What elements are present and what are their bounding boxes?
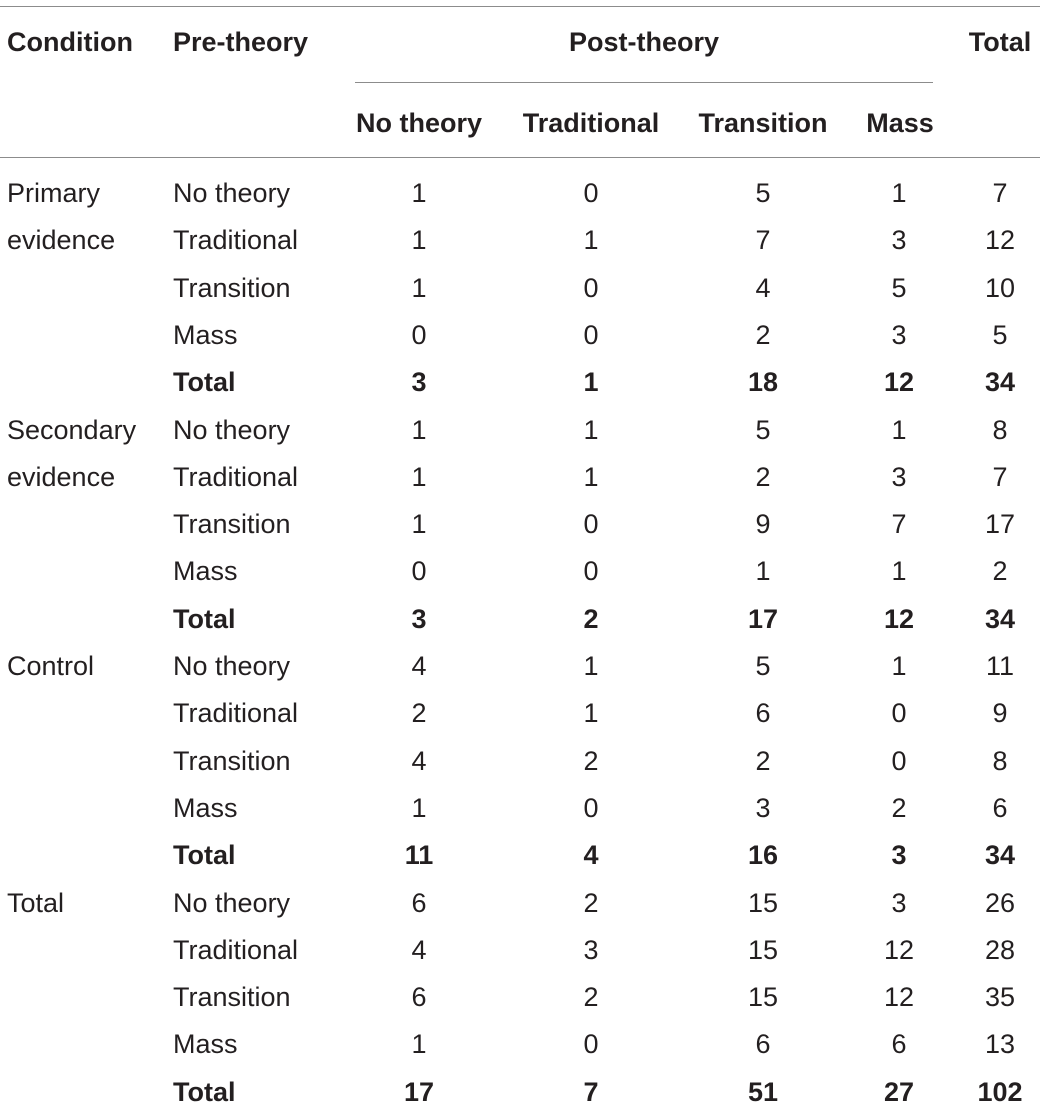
cell-post-mass: 3 [891,840,907,871]
pre-theory-label: Transition [173,745,291,776]
cell-post-mass: 3 [891,319,907,350]
cell-post-traditional: 4 [583,840,599,871]
cell-post-no-theory: 11 [404,840,434,871]
header-pre-theory: Pre-theory [173,27,309,57]
pre-theory-label: Traditional [173,461,299,492]
cell-post-no-theory: 3 [411,603,427,634]
cell-post-no-theory: 1 [411,792,427,823]
cell-row-total: 17 [984,509,1016,540]
cell-post-traditional: 0 [583,509,599,540]
cell-row-total: 13 [984,1029,1016,1060]
cell-post-no-theory: 1 [411,272,427,303]
header-post-traditional: Traditional [522,108,660,138]
pre-theory-label: Traditional [173,934,299,965]
header-total: Total [968,27,1032,57]
cell-row-total: 7 [992,461,1008,492]
cell-row-total: 35 [984,982,1016,1013]
cell-post-mass: 6 [891,1029,907,1060]
cell-post-mass: 1 [891,178,907,208]
cell-post-transition: 3 [755,792,771,823]
cell-row-total: 34 [984,367,1016,398]
cell-post-mass: 5 [891,272,907,303]
cell-row-total: 8 [992,414,1008,445]
cell-post-transition: 9 [755,509,771,540]
pre-theory-label: Total [173,603,236,634]
cell-post-traditional: 1 [583,461,599,492]
pre-theory-label: Mass [173,1029,238,1060]
cell-post-transition: 6 [755,698,771,729]
cell-post-mass: 3 [891,887,907,918]
cell-post-traditional: 2 [583,887,599,918]
cell-row-total: 8 [992,745,1008,776]
cell-post-transition: 7 [755,225,771,256]
cell-row-total: 5 [992,319,1008,350]
cell-row-total: 10 [984,272,1016,303]
pre-theory-label: No theory [173,178,291,208]
condition-label: Control [7,651,95,681]
cell-post-mass: 0 [891,745,907,776]
cell-post-traditional: 0 [583,319,599,350]
condition-label: evidence [7,225,116,256]
cell-post-mass: 3 [891,461,907,492]
cell-post-no-theory: 1 [411,509,427,540]
top-rule [0,6,1040,7]
cell-post-transition: 5 [755,414,771,445]
cell-post-transition: 16 [747,840,779,871]
cell-post-mass: 1 [891,556,907,587]
post-theory-rule [355,82,933,83]
cell-post-traditional: 2 [583,745,599,776]
header-post-theory: Post-theory [568,27,720,57]
cell-post-no-theory: 17 [403,1076,435,1107]
cell-post-traditional: 1 [583,698,599,729]
cell-post-traditional: 1 [583,414,599,445]
cell-post-mass: 27 [883,1076,915,1107]
cell-post-mass: 12 [883,603,915,634]
cell-post-no-theory: 4 [411,651,427,681]
cell-row-total: 102 [977,1076,1023,1107]
cell-post-traditional: 1 [583,225,599,256]
cell-post-mass: 1 [891,414,907,445]
pre-theory-label: Transition [173,982,291,1013]
cell-post-mass: 1 [891,651,907,681]
cell-row-total: 28 [984,934,1016,965]
pre-theory-label: Total [173,1076,236,1107]
cell-post-transition: 15 [747,887,779,918]
cell-post-traditional: 0 [583,178,599,208]
cell-post-traditional: 7 [583,1076,599,1107]
cell-post-transition: 17 [747,603,779,634]
pre-theory-label: Mass [173,556,238,587]
cell-row-total: 26 [984,887,1016,918]
condition-label: evidence [7,461,116,492]
pre-theory-label: No theory [173,887,291,918]
condition-label: Primary [7,178,100,208]
cell-post-mass: 12 [883,934,915,965]
pre-theory-label: Traditional [173,225,299,256]
cell-post-traditional: 0 [583,556,599,587]
cell-post-traditional: 2 [583,603,599,634]
cell-post-no-theory: 0 [411,556,427,587]
cell-row-total: 34 [984,603,1016,634]
cell-post-transition: 5 [755,651,771,681]
cell-post-transition: 15 [747,934,779,965]
cell-row-total: 12 [984,225,1016,256]
pre-theory-label: Mass [173,319,238,350]
cell-post-transition: 18 [747,367,779,398]
cell-row-total: 11 [985,651,1015,681]
cell-row-total: 2 [992,556,1008,587]
cell-post-no-theory: 1 [411,461,427,492]
cell-post-transition: 2 [755,319,771,350]
cell-post-mass: 12 [883,982,915,1013]
cell-post-no-theory: 6 [411,982,427,1013]
cell-post-traditional: 1 [583,367,599,398]
cell-post-mass: 0 [891,698,907,729]
pre-theory-label: Total [173,840,236,871]
pre-theory-label: Total [173,367,236,398]
cell-post-transition: 15 [747,982,779,1013]
pre-theory-label: No theory [173,651,291,681]
cell-post-transition: 5 [755,178,771,208]
cell-post-no-theory: 1 [411,1029,427,1060]
cell-post-no-theory: 0 [411,319,427,350]
cell-post-no-theory: 4 [411,745,427,776]
pre-theory-label: Mass [173,792,238,823]
pre-theory-label: Transition [173,509,291,540]
condition-label: Total [7,887,65,918]
cell-post-mass: 2 [891,792,907,823]
condition-label: Secondary [7,414,137,445]
cell-post-no-theory: 6 [411,887,427,918]
cell-row-total: 34 [984,840,1016,871]
header-post-transition: Transition [698,108,828,138]
cell-post-transition: 51 [747,1076,779,1107]
header-condition: Condition [7,27,133,57]
cell-post-transition: 1 [755,556,771,587]
cell-post-traditional: 0 [583,272,599,303]
cell-post-no-theory: 1 [411,225,427,256]
header-post-mass: Mass [866,108,934,138]
cell-post-transition: 4 [755,272,771,303]
cell-post-traditional: 3 [583,934,599,965]
cell-post-transition: 6 [755,1029,771,1060]
header-bottom-rule [0,157,1040,158]
cell-post-mass: 7 [891,509,907,540]
cell-post-mass: 12 [883,367,915,398]
cell-post-traditional: 0 [583,1029,599,1060]
pre-theory-label: No theory [173,414,291,445]
cell-row-total: 6 [992,792,1008,823]
cell-post-traditional: 0 [583,792,599,823]
header-post-no-theory: No theory [355,108,482,138]
cell-post-no-theory: 4 [411,934,427,965]
cell-post-traditional: 1 [583,651,599,681]
pre-theory-label: Traditional [173,698,299,729]
cell-post-transition: 2 [755,461,771,492]
cell-post-no-theory: 2 [411,698,427,729]
cell-post-no-theory: 1 [411,178,427,208]
cell-post-traditional: 2 [583,982,599,1013]
cell-post-no-theory: 1 [411,414,427,445]
cell-post-no-theory: 3 [411,367,427,398]
cell-post-transition: 2 [755,745,771,776]
pre-theory-label: Transition [173,272,291,303]
cell-row-total: 9 [992,698,1008,729]
cell-row-total: 7 [992,178,1008,208]
cell-post-mass: 3 [891,225,907,256]
